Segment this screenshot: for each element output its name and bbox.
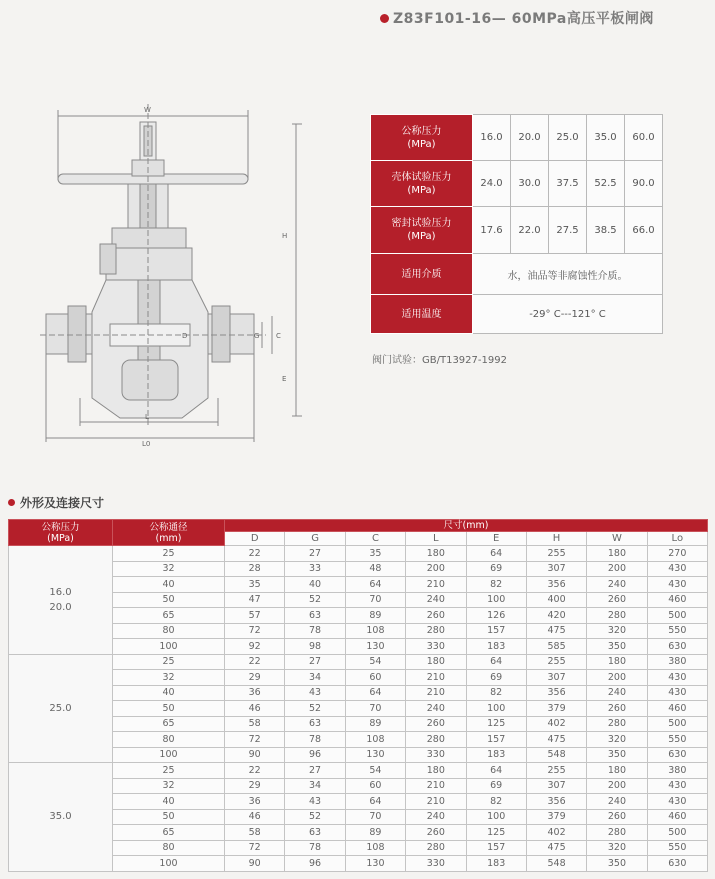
dim-cell: 280 [406,623,466,639]
dim-cell: 180 [587,763,647,779]
dim-cell: 402 [526,716,586,732]
dim-cell: 307 [526,778,586,794]
dim-cell: 350 [587,639,647,655]
dim-cell: 89 [345,716,405,732]
spec-label: 壳体试验压力 (MPa) [371,161,473,207]
dim-cell: 280 [587,716,647,732]
pressure-group-cell [9,654,113,763]
dim-cell: 82 [466,794,526,810]
spec-value: 22.0 [511,207,549,254]
dim-cell: 420 [526,608,586,624]
table-row [9,608,708,624]
dim-cell: 69 [466,778,526,794]
dim-cell: 260 [406,825,466,841]
dim-cell: 240 [587,794,647,810]
dim-cell: 379 [526,809,586,825]
dim-cell: 180 [587,546,647,562]
spec-value: 38.5 [587,207,625,254]
dim-cell: 64 [345,577,405,593]
dim-cell: 157 [466,732,526,748]
dim-cell: 52 [285,809,345,825]
dim-cell: 260 [406,608,466,624]
dim-cell: 183 [466,856,526,872]
table-row [9,747,708,763]
dim-cell: 108 [345,623,405,639]
table-row [9,685,708,701]
table-row [9,809,708,825]
dn-cell: 50 [113,701,225,717]
dim-cell: 126 [466,608,526,624]
dim-cell: 460 [647,809,707,825]
table-row [9,840,708,856]
dim-cell: 90 [225,856,285,872]
dim-cell: 82 [466,685,526,701]
dim-cell: 27 [285,763,345,779]
dim-cell: 210 [406,794,466,810]
dim-cell: 630 [647,639,707,655]
dim-cell: 29 [225,670,285,686]
pressure-group-cell [9,763,113,872]
dim-cell: 200 [406,561,466,577]
dim-cell: 46 [225,809,285,825]
dim-cell: 60 [345,778,405,794]
dn-cell: 40 [113,685,225,701]
dim-cell: 255 [526,546,586,562]
table-row [9,639,708,655]
dim-cell: 157 [466,623,526,639]
dim-label-g: G [254,332,260,340]
dim-cell: 183 [466,639,526,655]
pressure-value: 25.0 [49,702,72,714]
dn-cell: 25 [113,546,225,562]
spec-label: 适用温度 [371,295,473,334]
dim-cell: 270 [647,546,707,562]
dim-cell: 430 [647,561,707,577]
dim-cell: 330 [406,639,466,655]
spec-temperature-value: -29° C---121° C [473,295,663,334]
dimensions-table [8,519,708,872]
dim-cell: 98 [285,639,345,655]
dim-cell: 47 [225,592,285,608]
dim-cell: 260 [406,716,466,732]
dim-label-w: W [144,106,151,114]
spec-value: 90.0 [625,161,663,207]
dim-cell: 460 [647,592,707,608]
dim-cell: 180 [587,654,647,670]
dim-cell: 500 [647,825,707,841]
dim-cell: 34 [285,670,345,686]
dn-cell: 25 [113,763,225,779]
dim-cell: 350 [587,856,647,872]
column-header-l: L [406,532,466,546]
dim-cell: 90 [225,747,285,763]
table-row [9,716,708,732]
dn-cell: 100 [113,856,225,872]
dim-cell: 157 [466,840,526,856]
column-header-w: W [587,532,647,546]
dn-cell: 65 [113,825,225,841]
spec-label: 适用介质 [371,254,473,295]
table-row [9,856,708,872]
dim-cell: 180 [406,654,466,670]
dim-cell: 36 [225,685,285,701]
dim-cell: 72 [225,840,285,856]
dim-cell: 240 [406,592,466,608]
spec-medium-value: 水，油品等非腐蚀性介质。 [473,254,663,295]
dim-cell: 585 [526,639,586,655]
spec-value: 16.0 [473,115,511,161]
dim-cell: 210 [406,577,466,593]
header-size: 尺寸(mm) [225,520,708,532]
dim-cell: 96 [285,747,345,763]
dn-cell: 100 [113,747,225,763]
spec-table [370,114,663,334]
dim-cell: 33 [285,561,345,577]
column-header-lo: Lo [647,532,707,546]
dim-label-l: L [145,413,149,421]
dim-cell: 54 [345,654,405,670]
spec-label: 密封试验压力 (MPa) [371,207,473,254]
dim-cell: 500 [647,716,707,732]
dim-cell: 46 [225,701,285,717]
dim-cell: 64 [466,546,526,562]
dim-cell: 69 [466,670,526,686]
dim-cell: 320 [587,732,647,748]
table-row [9,577,708,593]
dim-cell: 430 [647,670,707,686]
table-row [9,794,708,810]
dim-cell: 330 [406,856,466,872]
dim-cell: 125 [466,825,526,841]
table-row [9,825,708,841]
dim-cell: 29 [225,778,285,794]
table-row [9,546,708,562]
dim-cell: 240 [406,701,466,717]
column-header-g: G [285,532,345,546]
column-header-c: C [345,532,405,546]
spec-row-medium [371,254,663,295]
table-row [9,623,708,639]
pressure-value: 16.0 [49,586,72,598]
column-header-e: E [466,532,526,546]
header-pressure: 公称压力 (MPa) [9,520,113,546]
table-row [9,654,708,670]
table-row [9,701,708,717]
table-row [9,561,708,577]
page-title [380,8,654,28]
column-header-d: D [225,532,285,546]
dim-cell: 72 [225,623,285,639]
spec-value: 24.0 [473,161,511,207]
test-standard: 阀门试验：GB/T13927-1992 [372,355,507,366]
dim-cell: 100 [466,701,526,717]
dim-cell: 183 [466,747,526,763]
dim-cell: 240 [406,809,466,825]
dim-cell: 380 [647,654,707,670]
dn-cell: 32 [113,778,225,794]
dim-cell: 255 [526,763,586,779]
dim-cell: 70 [345,701,405,717]
dim-cell: 280 [587,825,647,841]
dim-cell: 210 [406,778,466,794]
dn-cell: 80 [113,840,225,856]
dim-cell: 28 [225,561,285,577]
bullet-dot-icon [8,499,15,506]
dim-cell: 58 [225,825,285,841]
spec-value: 17.6 [473,207,511,254]
dim-cell: 64 [345,685,405,701]
dim-cell: 630 [647,747,707,763]
dim-cell: 34 [285,778,345,794]
dim-cell: 320 [587,623,647,639]
spec-value: 27.5 [549,207,587,254]
dn-cell: 100 [113,639,225,655]
title-text: Z83F101-16— 60MPa高压平板闸阀 [393,11,654,27]
section-heading [8,494,104,511]
dim-cell: 78 [285,623,345,639]
table-row [9,778,708,794]
dim-cell: 52 [285,592,345,608]
dim-cell: 63 [285,825,345,841]
table-row [9,763,708,779]
dim-cell: 27 [285,654,345,670]
dim-cell: 200 [587,778,647,794]
dim-cell: 57 [225,608,285,624]
dim-label-lo: L0 [142,440,151,448]
dim-cell: 307 [526,670,586,686]
bullet-dot-icon [380,14,389,23]
dim-label-d: D [182,332,188,340]
dn-cell: 32 [113,670,225,686]
spec-value: 25.0 [549,115,587,161]
dim-cell: 500 [647,608,707,624]
column-header-h: H [526,532,586,546]
dim-cell: 92 [225,639,285,655]
dim-cell: 64 [466,654,526,670]
dim-cell: 475 [526,623,586,639]
spec-value: 35.0 [587,115,625,161]
pressure-value: 35.0 [49,811,72,823]
dim-cell: 70 [345,592,405,608]
table-row [9,732,708,748]
dim-label-e: E [282,375,287,383]
dim-cell: 54 [345,763,405,779]
header-dn: 公称通径 (mm) [113,520,225,546]
table-row [9,592,708,608]
dim-cell: 548 [526,856,586,872]
dim-cell: 125 [466,716,526,732]
dim-cell: 260 [587,701,647,717]
dim-cell: 130 [345,747,405,763]
dim-cell: 63 [285,608,345,624]
dn-cell: 50 [113,592,225,608]
dim-cell: 63 [285,716,345,732]
dim-cell: 402 [526,825,586,841]
dim-cell: 100 [466,592,526,608]
dims-header-row [9,520,708,532]
table-row [9,670,708,686]
dim-cell: 330 [406,747,466,763]
dim-cell: 630 [647,856,707,872]
dim-cell: 78 [285,840,345,856]
dim-cell: 35 [225,577,285,593]
dim-cell: 60 [345,670,405,686]
dim-cell: 78 [285,732,345,748]
dn-cell: 65 [113,716,225,732]
dim-cell: 307 [526,561,586,577]
dim-cell: 280 [406,732,466,748]
spec-label: 公称压力 (MPa) [371,115,473,161]
dim-cell: 89 [345,608,405,624]
dim-cell: 22 [225,654,285,670]
dn-cell: 50 [113,809,225,825]
dim-cell: 108 [345,840,405,856]
spec-row-seal-test [371,207,663,254]
dim-cell: 430 [647,685,707,701]
spec-value: 66.0 [625,207,663,254]
pressure-value: 20.0 [49,601,72,613]
dn-cell: 40 [113,794,225,810]
spec-row-shell-test [371,161,663,207]
spec-value: 30.0 [511,161,549,207]
dim-cell: 27 [285,546,345,562]
spec-value: 37.5 [549,161,587,207]
dim-cell: 350 [587,747,647,763]
dim-cell: 260 [587,592,647,608]
dim-cell: 58 [225,716,285,732]
spec-value: 60.0 [625,115,663,161]
dim-cell: 130 [345,639,405,655]
dim-cell: 379 [526,701,586,717]
dim-cell: 550 [647,732,707,748]
dim-cell: 64 [345,794,405,810]
dim-cell: 550 [647,840,707,856]
dim-cell: 89 [345,825,405,841]
dn-cell: 80 [113,732,225,748]
dim-cell: 130 [345,856,405,872]
dim-cell: 210 [406,685,466,701]
dn-cell: 80 [113,623,225,639]
dim-cell: 550 [647,623,707,639]
dim-cell: 400 [526,592,586,608]
pressure-group-cell [9,546,113,655]
dim-cell: 48 [345,561,405,577]
dim-cell: 240 [587,685,647,701]
dim-cell: 260 [587,809,647,825]
dim-cell: 280 [587,608,647,624]
dim-cell: 36 [225,794,285,810]
dim-cell: 35 [345,546,405,562]
dim-cell: 200 [587,561,647,577]
dim-cell: 108 [345,732,405,748]
dim-cell: 430 [647,778,707,794]
section-title: 外形及连接尺寸 [20,496,105,510]
dn-cell: 40 [113,577,225,593]
dim-cell: 43 [285,685,345,701]
dim-cell: 64 [466,763,526,779]
dim-cell: 180 [406,763,466,779]
dim-cell: 356 [526,577,586,593]
dim-cell: 548 [526,747,586,763]
dim-cell: 22 [225,546,285,562]
dim-cell: 40 [285,577,345,593]
dim-label-c: C [276,332,281,340]
dim-cell: 460 [647,701,707,717]
spec-row-nominal-pressure [371,115,663,161]
dim-cell: 69 [466,561,526,577]
dim-cell: 52 [285,701,345,717]
dim-cell: 82 [466,577,526,593]
dim-cell: 22 [225,763,285,779]
dn-cell: 32 [113,561,225,577]
dim-cell: 475 [526,840,586,856]
dim-cell: 255 [526,654,586,670]
dim-cell: 240 [587,577,647,593]
valve-drawing [40,98,310,448]
spec-value: 20.0 [511,115,549,161]
dim-cell: 430 [647,794,707,810]
spec-row-temperature [371,295,663,334]
dim-label-h: H [282,232,288,240]
dim-cell: 100 [466,809,526,825]
dim-cell: 72 [225,732,285,748]
dim-cell: 430 [647,577,707,593]
dim-cell: 475 [526,732,586,748]
dim-cell: 210 [406,670,466,686]
dim-cell: 96 [285,856,345,872]
dim-cell: 320 [587,840,647,856]
dim-cell: 356 [526,794,586,810]
dim-cell: 380 [647,763,707,779]
dn-cell: 65 [113,608,225,624]
dim-cell: 43 [285,794,345,810]
dim-cell: 200 [587,670,647,686]
dim-cell: 356 [526,685,586,701]
dn-cell: 25 [113,654,225,670]
spec-value: 52.5 [587,161,625,207]
dim-cell: 180 [406,546,466,562]
dim-cell: 280 [406,840,466,856]
dim-cell: 70 [345,809,405,825]
